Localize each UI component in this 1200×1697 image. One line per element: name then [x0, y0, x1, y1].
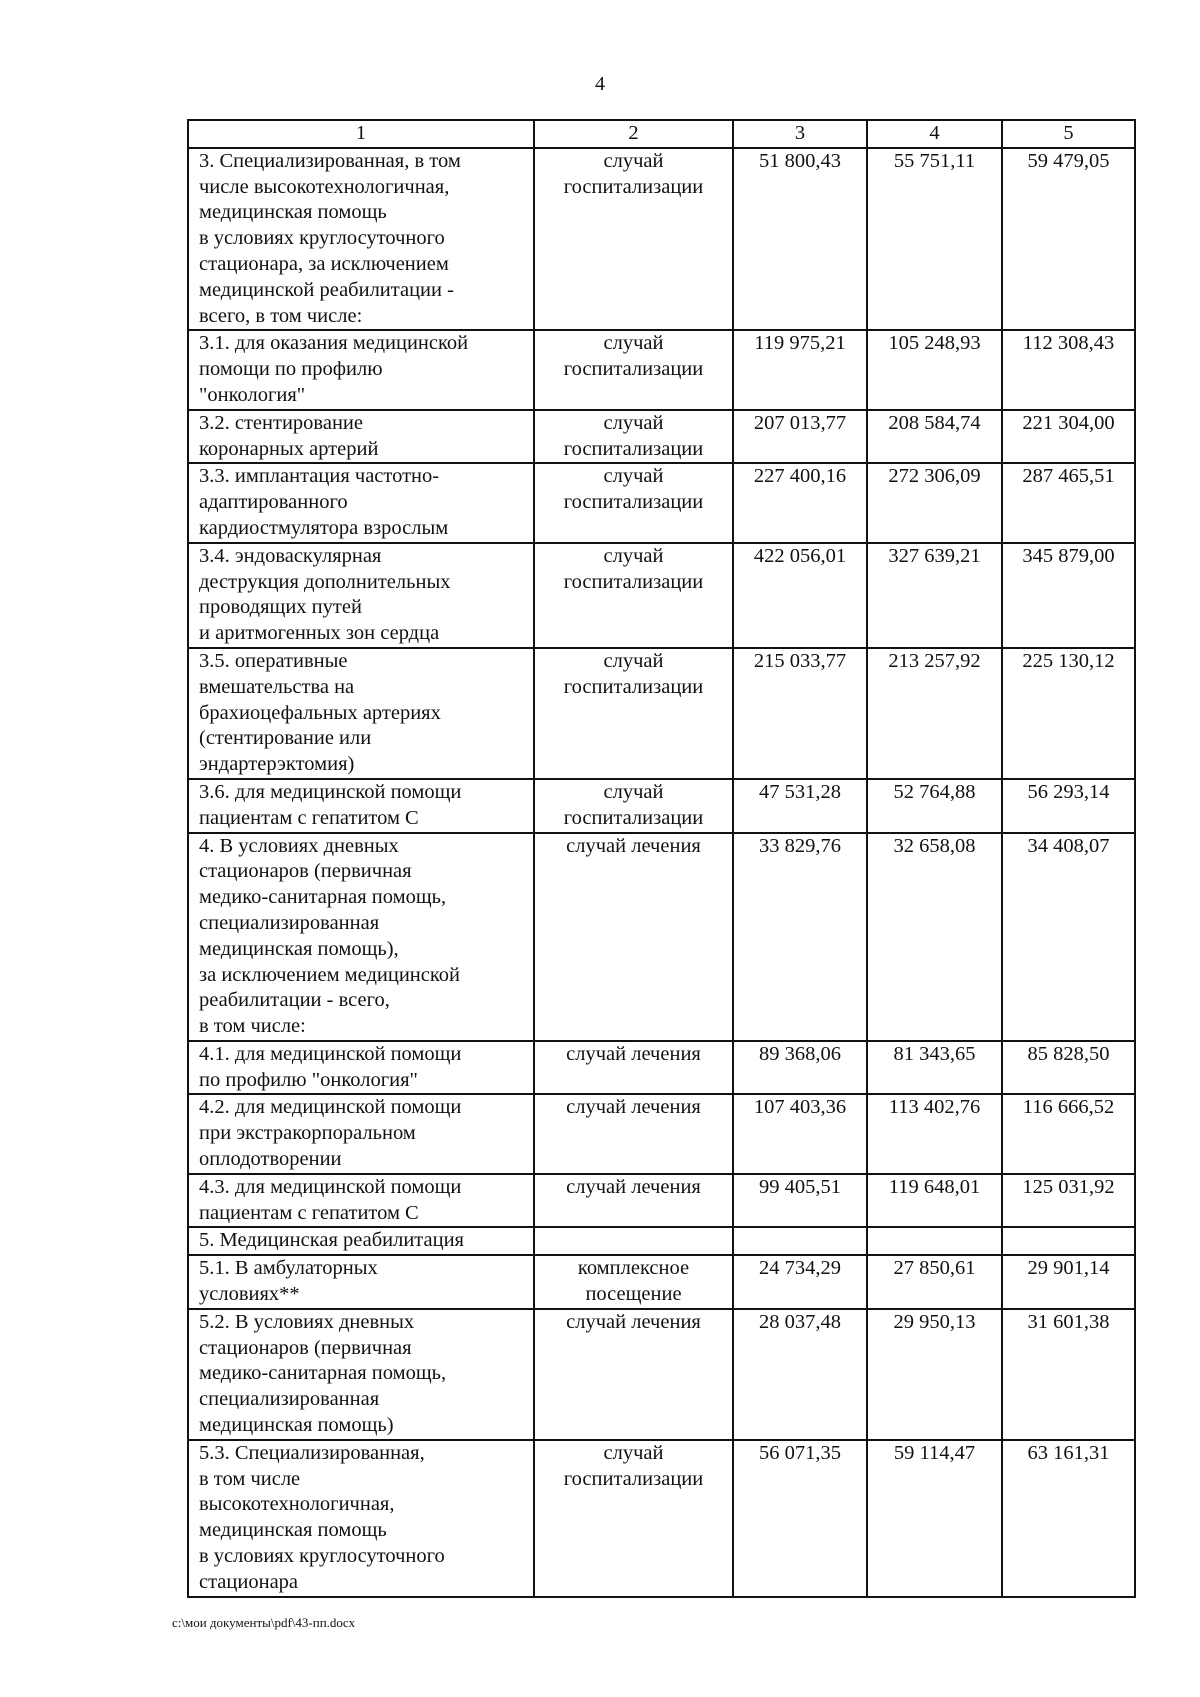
cell-unit: случай госпитализации — [534, 543, 733, 648]
cell-unit: случай госпитализации — [534, 779, 733, 833]
cell-value-col5: 63 161,31 — [1002, 1440, 1135, 1597]
cell-value-col3: 119 975,21 — [733, 330, 867, 409]
cell-value-col3: 422 056,01 — [733, 543, 867, 648]
cell-care-type: 4.1. для медицинской помощи по профилю "онкология" — [188, 1041, 534, 1095]
cell-unit: случай лечения — [534, 1309, 733, 1440]
cell-value-col3: 28 037,48 — [733, 1309, 867, 1440]
table-row — [188, 1309, 1135, 1440]
cell-value-col4: 119 648,01 — [867, 1174, 1002, 1228]
cell-care-type: 3.6. для медицинской помощи пациентам с гепатитом С — [188, 779, 534, 833]
cell-value-col5: 29 901,14 — [1002, 1255, 1135, 1309]
cell-unit: комплексное посещение — [534, 1255, 733, 1309]
cell-value-col4: 55 751,11 — [867, 148, 1002, 331]
cell-value-col5: 34 408,07 — [1002, 833, 1135, 1041]
cell-unit: случай лечения — [534, 1041, 733, 1095]
cell-unit: случай госпитализации — [534, 1440, 733, 1597]
cell-value-col3: 215 033,77 — [733, 648, 867, 779]
column-header-3: 3 — [733, 120, 867, 148]
cell-care-type: 3.4. эндоваскулярная деструкция дополнительных проводящих путей и аритмогенных зон сердца — [188, 543, 534, 648]
cell-value-col5: 345 879,00 — [1002, 543, 1135, 648]
table-row — [188, 1174, 1135, 1228]
cell-value-col4 — [867, 1227, 1002, 1255]
cell-unit: случай госпитализации — [534, 463, 733, 542]
cell-value-col5: 112 308,43 — [1002, 330, 1135, 409]
column-header-4: 4 — [867, 120, 1002, 148]
cell-care-type: 3. Специализированная, в том числе высокотехнологичная, медицинская помощь в условиях круглосуточного стационара, за исключением медицинской реабилитации - всего, в том числе: — [188, 148, 534, 331]
cell-unit: случай лечения — [534, 833, 733, 1041]
cell-value-col3: 89 368,06 — [733, 1041, 867, 1095]
cell-value-col5: 125 031,92 — [1002, 1174, 1135, 1228]
cell-value-col4: 59 114,47 — [867, 1440, 1002, 1597]
cell-value-col4: 208 584,74 — [867, 410, 1002, 464]
cell-value-col4: 81 343,65 — [867, 1041, 1002, 1095]
cell-value-col3: 107 403,36 — [733, 1094, 867, 1173]
cell-value-col4: 327 639,21 — [867, 543, 1002, 648]
column-header-1: 1 — [188, 120, 534, 148]
cell-value-col3: 51 800,43 — [733, 148, 867, 331]
cell-value-col4: 272 306,09 — [867, 463, 1002, 542]
table-row — [188, 779, 1135, 833]
cell-value-col5: 225 130,12 — [1002, 648, 1135, 779]
cell-care-type: 3.1. для оказания медицинской помощи по профилю "онкология" — [188, 330, 534, 409]
cell-value-col4: 29 950,13 — [867, 1309, 1002, 1440]
table-row — [188, 648, 1135, 779]
cell-value-col3: 99 405,51 — [733, 1174, 867, 1228]
cell-value-col4: 113 402,76 — [867, 1094, 1002, 1173]
page-number: 4 — [595, 73, 605, 95]
table-row — [188, 833, 1135, 1041]
cell-unit: случай госпитализации — [534, 648, 733, 779]
cell-care-type: 4.2. для медицинской помощи при экстракорпоральном оплодотворении — [188, 1094, 534, 1173]
cell-value-col3: 33 829,76 — [733, 833, 867, 1041]
cell-value-col3: 227 400,16 — [733, 463, 867, 542]
cell-care-type: 3.5. оперативные вмешательства на брахиоцефальных артериях (стентирование или эндартерэктомия) — [188, 648, 534, 779]
cell-value-col5: 59 479,05 — [1002, 148, 1135, 331]
cell-value-col5: 31 601,38 — [1002, 1309, 1135, 1440]
cell-unit: случай госпитализации — [534, 330, 733, 409]
table-row — [188, 148, 1135, 331]
table-row — [188, 1227, 1135, 1255]
cell-value-col3: 47 531,28 — [733, 779, 867, 833]
cell-unit: случай госпитализации — [534, 410, 733, 464]
cell-care-type: 5.2. В условиях дневных стационаров (первичная медико-санитарная помощь, специализированная медицинская помощь) — [188, 1309, 534, 1440]
table-row — [188, 1255, 1135, 1309]
cell-value-col5: 116 666,52 — [1002, 1094, 1135, 1173]
cell-unit: случай госпитализации — [534, 148, 733, 331]
cell-value-col3: 24 734,29 — [733, 1255, 867, 1309]
cell-unit — [534, 1227, 733, 1255]
column-header-2: 2 — [534, 120, 733, 148]
cell-value-col3 — [733, 1227, 867, 1255]
cell-value-col3: 207 013,77 — [733, 410, 867, 464]
cell-care-type: 3.3. имплантация частотно- адаптированного кардиостмулятора взрослым — [188, 463, 534, 542]
cell-value-col5: 221 304,00 — [1002, 410, 1135, 464]
cell-care-type: 5. Медицинская реабилитация — [188, 1227, 534, 1255]
cell-value-col4: 32 658,08 — [867, 833, 1002, 1041]
cell-care-type: 3.2. стентирование коронарных артерий — [188, 410, 534, 464]
cell-unit: случай лечения — [534, 1094, 733, 1173]
table-row — [188, 1041, 1135, 1095]
footer-file-path: c:\мои документы\pdf\43-пп.docx — [172, 1615, 356, 1630]
cell-care-type: 4.3. для медицинской помощи пациентам с гепатитом С — [188, 1174, 534, 1228]
table-row — [188, 330, 1135, 409]
cell-care-type: 5.1. В амбулаторных условиях** — [188, 1255, 534, 1309]
cell-unit: случай лечения — [534, 1174, 733, 1228]
cell-value-col5: 287 465,51 — [1002, 463, 1135, 542]
table-row — [188, 543, 1135, 648]
table-row — [188, 410, 1135, 464]
cell-value-col5: 85 828,50 — [1002, 1041, 1135, 1095]
cell-care-type: 4. В условиях дневных стационаров (первичная медико-санитарная помощь, специализированная медицинская помощь), за исключением медицинской реабилитации - всего, в том числе: — [188, 833, 534, 1041]
table-row — [188, 1440, 1135, 1597]
tariff-table — [187, 119, 1136, 1598]
cell-value-col3: 56 071,35 — [733, 1440, 867, 1597]
cell-value-col4: 213 257,92 — [867, 648, 1002, 779]
table-header-row — [188, 120, 1135, 148]
cell-value-col4: 105 248,93 — [867, 330, 1002, 409]
cell-value-col4: 27 850,61 — [867, 1255, 1002, 1309]
cell-value-col5: 56 293,14 — [1002, 779, 1135, 833]
cell-care-type: 5.3. Специализированная, в том числе высокотехнологичная, медицинская помощь в условиях круглосуточного стационара — [188, 1440, 534, 1597]
cell-value-col4: 52 764,88 — [867, 779, 1002, 833]
cell-value-col5 — [1002, 1227, 1135, 1255]
table-row — [188, 463, 1135, 542]
table-row — [188, 1094, 1135, 1173]
column-header-5: 5 — [1002, 120, 1135, 148]
